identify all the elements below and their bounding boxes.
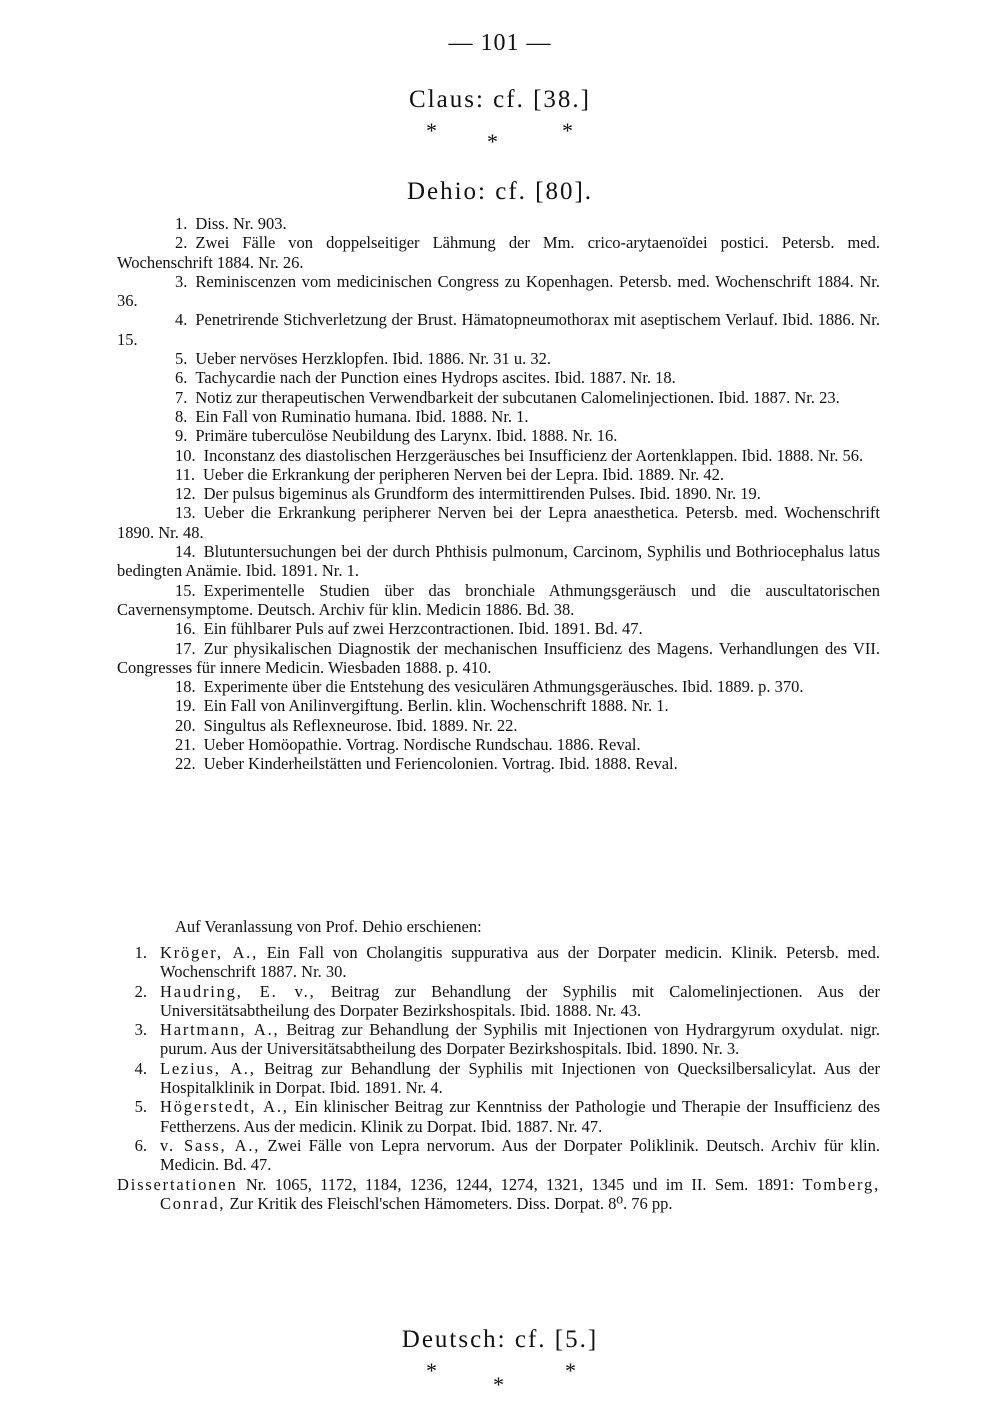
publication-entry [117, 484, 880, 503]
publication-entry [117, 388, 880, 407]
publication-entry [117, 233, 880, 272]
entry-number: 16. [175, 619, 196, 639]
asterisk-ornament: * [426, 1358, 437, 1383]
entry-text: Ueber Homöopathie. Vortrag. Nordische Rundschau. 1886. Reval. [203, 735, 641, 755]
dissertation-title: Ein Fall von Cholangitis suppurativa aus der Dorpater medicin. Klinik. Petersb. med. Wochenschrift 1887. Nr. 30. [160, 943, 881, 982]
entry-text: Ueber Kinderheilstätten und Feriencolonien. Vortrag. Ibid. 1888. Reval. [203, 754, 678, 774]
heading-deutsch: Deutsch: cf. [5.] [401, 1326, 599, 1353]
entry-text: Ueber die Erkrankung peripherer Nerven bei der Lepra anaesthetica. Petersb. med. Wochenschrift 1890. Nr. 48. [117, 503, 880, 542]
publication-entry [117, 426, 880, 445]
publication-entry [117, 696, 880, 715]
entry-text: Experimentelle Studien über das bronchiale Athmungsgeräusch und die auscultatorischen Cavernensymptome. Deutsch. Archiv für klin. Medicin 1886. Bd. 38. [117, 580, 880, 619]
publication-entry [117, 677, 880, 696]
dissertation-note-author: Tomberg, Conrad, [160, 1174, 881, 1213]
page-number: — 101 — [448, 30, 552, 56]
publication-entry [117, 639, 880, 678]
entry-text: Diss. Nr. 903. [195, 214, 287, 233]
entry-text: Notiz zur therapeutischen Verwendbarkeit der subcutanen Calomelinjectionen. Ibid. 1887. Nr. 23. [195, 387, 840, 407]
entry-number: 8. [175, 406, 188, 426]
dissertation-entry [117, 943, 880, 982]
publication-entry [117, 735, 880, 754]
entry-text: Penetrirende Stichverletzung der Brust. Hämatopneumothorax mit aseptischem Verlauf. Ibid. 1886. Nr. 15. [117, 310, 880, 349]
entry-number: 5. [175, 349, 188, 369]
dissertation-title: Beitrag zur Behandlung der Syphilis mit Injectionen von Hydrargyrum oxydulat. nigr. purum. Aus der Universitätsabtheilung des Dorpater Bezirkshospitals. Ibid. 1890. Nr. 3. [160, 1020, 880, 1059]
entry-number: 7. [175, 387, 188, 407]
entry-number: 12. [175, 484, 196, 504]
section-divider-stars [0, 1360, 1000, 1400]
publication-entry [117, 407, 880, 426]
dissertation-title: Beitrag zur Behandlung der Syphilis mit Injectionen von Quecksilbersalicylat. Aus der Hospitalklinik in Dorpat. Ibid. 1891. Nr. 4. [160, 1058, 880, 1098]
entry-text: Zwei Fälle von doppelseitiger Lähmung der Mm. crico-arytaenoïdei postici. Petersb. med. Wochenschrift 1884. Nr. 26. [117, 233, 880, 272]
entry-number: 22. [175, 754, 196, 774]
entry-text: Ein fühlbarer Puls auf zwei Herzcontractionen. Ibid. 1891. Bd. 47. [203, 619, 643, 639]
dissertation-author: v. Sass, A., [160, 1135, 261, 1155]
dissertation-author: Hartmann, A., [160, 1020, 280, 1040]
asterisk-ornament: * [562, 118, 573, 143]
dissertation-entry [117, 1097, 880, 1136]
publication-entry [117, 446, 880, 465]
dissertation-author: Högerstedt, A., [160, 1097, 289, 1117]
asterisk-ornament: * [493, 1372, 504, 1397]
entry-number: 18. [175, 677, 196, 697]
publication-entry [117, 310, 880, 349]
dissertation-number: 4. [134, 1058, 147, 1078]
publication-entry [117, 581, 880, 620]
publication-entry [117, 368, 880, 387]
dissertation-entry [117, 1059, 880, 1098]
dissertation-number: 1. [134, 943, 147, 962]
entry-text: Ueber nervöses Herzklopfen. Ibid. 1886. Nr. 31 u. 32. [195, 349, 551, 369]
dissertation-note [117, 1175, 880, 1214]
entry-text: Primäre tuberculöse Neubildung des Larynx. Ibid. 1888. Nr. 16. [195, 426, 618, 446]
entry-number: 1. [175, 214, 188, 233]
entry-text: Ein Fall von Anilinvergiftung. Berlin. klin. Wochenschrift 1888. Nr. 1. [203, 696, 669, 716]
entry-number: 11. [175, 464, 196, 484]
dissertation-number: 3. [134, 1020, 147, 1040]
publication-entry [117, 754, 880, 773]
publication-entry [117, 503, 880, 542]
dehio-publication-list [117, 214, 880, 774]
dissertation-note-numbers: Nr. 1065, 1172, 1184, 1236, 1244, 1274, 1321, 1345 und im II. Sem. 1891: [245, 1174, 795, 1194]
entry-number: 10. [175, 445, 196, 465]
dissertation-author: Haudring, E. v., [160, 981, 316, 1001]
heading-claus: Claus: cf. [38.] [409, 86, 591, 113]
dissertation-note-label: Dissertationen [117, 1174, 238, 1194]
entry-number: 14. [175, 542, 196, 562]
entry-text: Experimente über die Entstehung des vesiculären Athmungsgeräusches. Ibid. 1889. p. 370. [203, 677, 804, 697]
dissertation-note-work: Zur Kritik des Fleischl'schen Hämometers. Diss. Dorpat. 8⁰. 76 pp. [229, 1193, 673, 1213]
entry-number: 17. [175, 638, 196, 658]
dissertation-number: 2. [134, 981, 147, 1001]
entry-number: 4. [175, 310, 188, 330]
entry-number: 20. [175, 715, 196, 735]
entry-text: Blutuntersuchungen bei der durch Phthisis pulmonum, Carcinom, Syphilis und Bothriocephalus latus bedingten Anämie. Ibid. 1891. Nr. 1. [117, 542, 880, 581]
publication-entry [117, 349, 880, 368]
dissertation-title: Beitrag zur Behandlung der Syphilis mit Calomelinjectionen. Aus der Universitätsabtheilung des Dorpater Bezirkshospitals. Ibid. 1888. Nr. 43. [160, 981, 881, 1020]
entry-text: Zur physikalischen Diagnostik der mechanischen Insufficienz des Magens. Verhandlungen des VII. Congresses für innere Medicin. Wiesbaden 1888. p. 410. [117, 638, 880, 677]
entry-number: 21. [175, 735, 196, 755]
dissertation-number: 5. [134, 1097, 147, 1117]
dissertation-entry [117, 1020, 880, 1059]
publication-entry [117, 619, 880, 638]
asterisk-ornament: * [487, 129, 498, 154]
publication-entry [117, 214, 880, 233]
publication-entry [117, 716, 880, 735]
entry-number: 9. [175, 426, 188, 446]
entry-text: Tachycardie nach der Punction eines Hydrops ascites. Ibid. 1887. Nr. 18. [195, 368, 676, 388]
entry-number: 3. [175, 271, 188, 291]
entry-number: 2. [175, 233, 188, 253]
dissertation-author: Lezius, A., [160, 1058, 256, 1078]
entry-text: Ueber die Erkrankung der peripheren Nerven bei der Lepra. Ibid. 1889. Nr. 42. [203, 464, 724, 484]
dissertation-entry [117, 982, 880, 1021]
entry-number: 19. [175, 696, 196, 716]
dissertation-title: Ein klinischer Beitrag zur Kenntniss der Pathologie und Therapie der Insufficienz des Fettherzens. Aus der medicin. Klinik zu Dorpat. Ibid. 1887. Nr. 47. [160, 1097, 881, 1136]
dissertation-title: Zwei Fälle von Lepra nervorum. Aus der Dorpater Poliklinik. Deutsch. Archiv für klin. Medicin. Bd. 47. [160, 1135, 881, 1175]
asterisk-ornament: * [426, 118, 437, 143]
heading-dehio: Dehio: cf. [80]. [406, 178, 594, 205]
publication-entry [117, 465, 880, 484]
publication-entry [117, 542, 880, 581]
dissertation-number: 6. [134, 1135, 147, 1155]
entry-text: Inconstanz des diastolischen Herzgeräusches bei Insufficienz der Aortenklappen. Ibid. 1888. Nr. 56. [203, 445, 864, 465]
intro-line: Auf Veranlassung von Prof. Dehio erschienen: [175, 917, 482, 936]
asterisk-ornament: * [565, 1358, 576, 1383]
dissertation-list [117, 943, 880, 1213]
entry-text: Reminiscenzen vom medicinischen Congress zu Kopenhagen. Petersb. med. Wochenschrift 1884. Nr. 36. [117, 271, 880, 311]
publication-entry [117, 272, 880, 311]
entry-number: 6. [175, 368, 188, 388]
entry-text: Der pulsus bigeminus als Grundform des intermittirenden Pulses. Ibid. 1890. Nr. 19. [203, 484, 761, 504]
entry-number: 13. [175, 503, 196, 523]
dissertation-author: Kröger, A., [160, 943, 259, 962]
section-divider-stars [0, 120, 1000, 160]
dissertation-entry [117, 1136, 880, 1175]
entry-text: Ein Fall von Ruminatio humana. Ibid. 1888. Nr. 1. [195, 406, 529, 426]
entry-number: 15. [175, 580, 196, 600]
entry-text: Singultus als Reflexneurose. Ibid. 1889. Nr. 22. [203, 715, 518, 735]
